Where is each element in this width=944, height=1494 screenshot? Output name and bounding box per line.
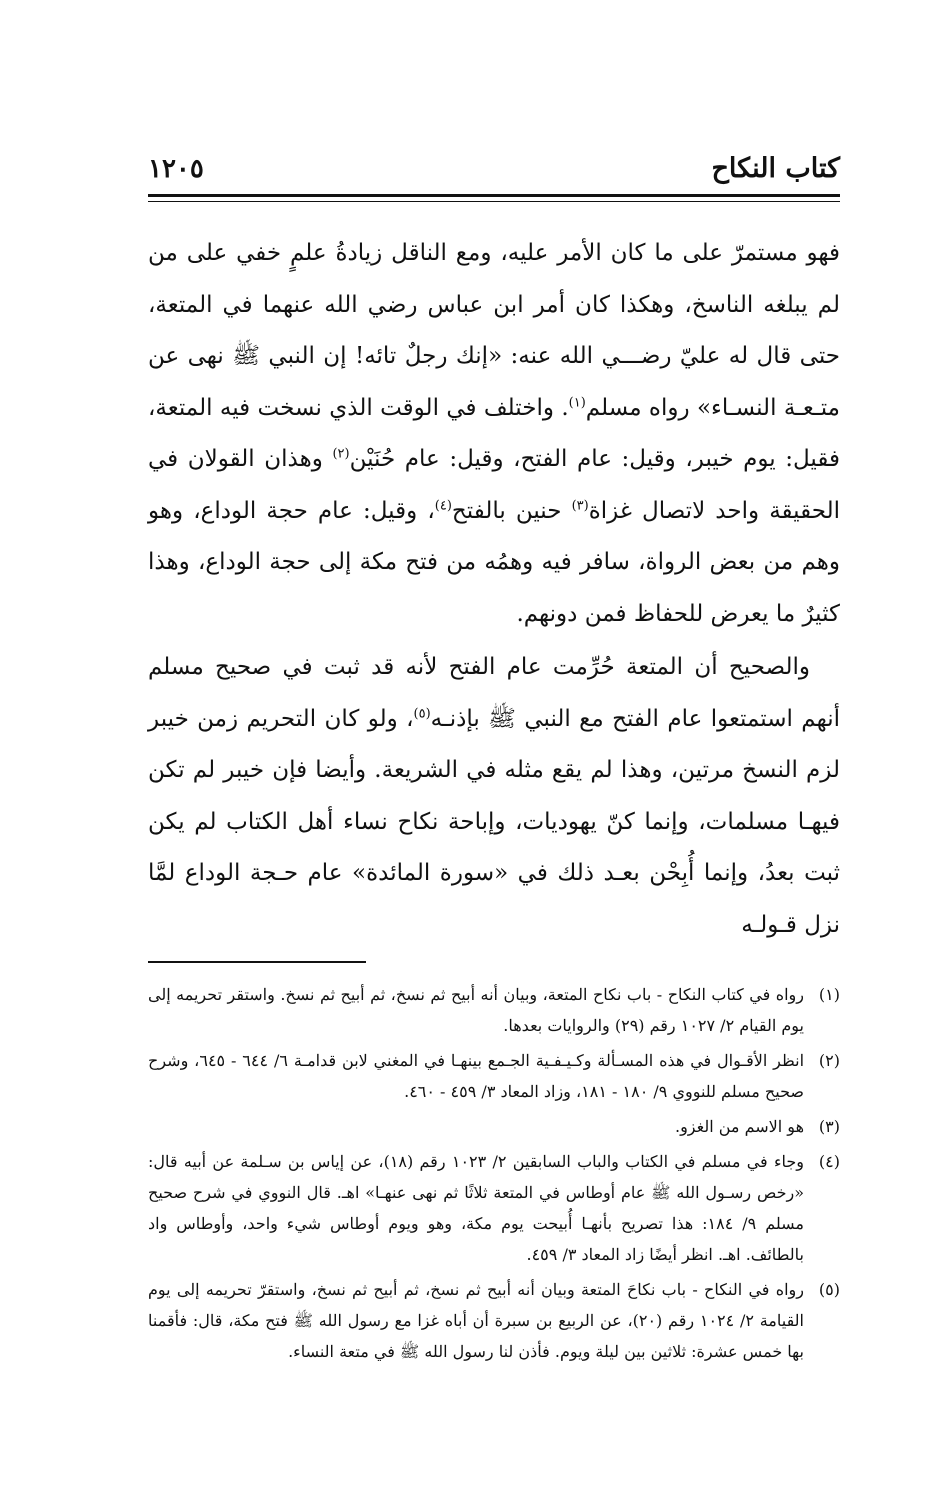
footnote-text: رواه في النكاح - باب نكاحَ المتعة وبيان أنه أبيح ثم نسخ، ثم أبيح ثم نسخ، واستقرّ تحريمه إلى يوم القيامة ٢/ ١٠٢٤ رقم (٢٠)، عن الربيع بن سبرة أن أباه غزا مع رسول الله ﷺ فتح مكة، قال: فأقمنا بها خمس عشرة: ثلاثين بين ليلة ويوم. فأذن لنا رسول الله ﷺ في متعة النساء. bbox=[148, 1280, 804, 1361]
footnote-text: انظر الأقـوال في هذه المسـألة وكـيـفـية الجـمع بينهـا في المغني لابن قدامـة ٦/ ٦٤٤ - ٦٤٥، وشرح صحيح مسلم للنووي ٩/ ١٨٠ - ١٨١، وزاد المعاد ٣/ ٤٥٩ - ٤٦٠. bbox=[148, 1051, 805, 1101]
main-text bbox=[148, 228, 840, 951]
footnote-2 bbox=[148, 1045, 840, 1107]
footnote-5 bbox=[148, 1274, 840, 1367]
footnote-text: رواه في كتاب النكاح - باب نكاح المتعة، وبيان أنه أبيح ثم نسخ، ثم أبيح ثم نسخ. واستقر تحريمه إلى يوم القيام ٢/ ١٠٢٧ رقم (٢٩) والروايات بعدها. bbox=[148, 985, 804, 1035]
text-run: ، ولو كان التحريم زمن خيبر لزم النسخ مرتين، وهذا لم يقع مثله في الشريعة. وأيضا فإن خيبر لم تكن فيهـا مسلمات، وإنما كنّ يهوديات، وإباحة نكاح نساء أهل الكتاب لم يكن ثبت بعدُ، وإنما أُبِحْن بعـد ذلك في «سورة المائدة» عام حـجة الوداع لمَّا نزل قـولـه bbox=[148, 705, 840, 938]
header-double-rule bbox=[148, 194, 840, 202]
text-run: ، وقيل: عام حجة الوداع، وهو وهم من بعض الرواة، سافر فيه وهمُه من فتح مكة إلى حجة الوداع، وهذا كثيرٌ ما يعرض للحفاظ فمن دونهم. bbox=[148, 497, 840, 627]
footnote-text: وجاء في مسلم في الكتاب والباب السابقين ٢/ ١٠٢٣ رقم (١٨)، عن إياس بن سـلمة عن أبيه قال: «رخص رسـول الله ﷺ عام أوطاس في المتعة ثلاثًا ثم نهى عنهـا» اهـ. قال النووي في شرح صحيح مسلم ٩/ ١٨٤: هذا تصريح بأنهـا أُبيحت يوم مكة، وهو ويوم أوطاس شيء واحد، وأوطاس واد بالطائف. اهـ. انظر أيضًا زاد المعاد ٣/ ٤٥٩. bbox=[148, 1152, 804, 1264]
footnote-1 bbox=[148, 979, 840, 1041]
running-header bbox=[148, 152, 840, 188]
footnote-4 bbox=[148, 1146, 840, 1270]
chapter-title: كتاب النكاح bbox=[711, 153, 840, 184]
footnote-text: هو الاسم من الغزو. bbox=[674, 1117, 804, 1136]
footnote-number: (٤) bbox=[818, 1152, 840, 1171]
footnote-3 bbox=[148, 1111, 840, 1142]
body-paragraph-2 bbox=[148, 642, 840, 951]
footnote-ref-3: (٣) bbox=[571, 497, 589, 513]
body-paragraph-1 bbox=[148, 228, 840, 640]
footnote-separator bbox=[148, 961, 366, 963]
footnote-ref-5: (٥) bbox=[413, 705, 431, 721]
footnote-ref-1: (١) bbox=[568, 394, 586, 410]
footnote-number: (٥) bbox=[818, 1280, 840, 1299]
book-page bbox=[148, 152, 840, 1371]
footnote-ref-2: (٢) bbox=[332, 446, 350, 462]
page-number: ١٢٠٥ bbox=[148, 154, 204, 184]
text-run: والصحيح أن المتعة حُرِّمت عام الفتح لأنه قد ثبت في صحيح مسلم أنهم استمتعوا عام الفتح مع النبي ﷺ بإذنـه bbox=[148, 654, 840, 732]
text-run: . واختلف في الوقت الذي نسخت فيه المتعة، فقيل: يوم خيبر، وقيل: عام الفتح، وقيل: عام حُنَيْن bbox=[148, 394, 840, 472]
footnote-ref-4: (٤) bbox=[434, 497, 452, 513]
footnotes bbox=[148, 979, 840, 1367]
text-run: حنين بالفتح bbox=[451, 497, 572, 524]
footnote-number: (٢) bbox=[818, 1051, 840, 1070]
footnote-number: (٣) bbox=[818, 1117, 840, 1136]
text-run: فهو مستمرّ على ما كان الأمر عليه، ومع الناقل زيادةُ علمٍ خفي على من لم يبلغه الناسخ، وهكذا كان أمر ابن عباس رضي الله عنهما في المتعة، حتى قال له عليّ رضـــي الله عنه: «إنك رجلٌ تائه! إن النبي ﷺ نهى عن متـعـة النسـاء» رواه مسلم bbox=[148, 240, 841, 421]
footnote-number: (١) bbox=[818, 985, 840, 1004]
text-run: وهذان القولان في الحقيقة واحد لاتصال غزاة bbox=[148, 446, 840, 524]
